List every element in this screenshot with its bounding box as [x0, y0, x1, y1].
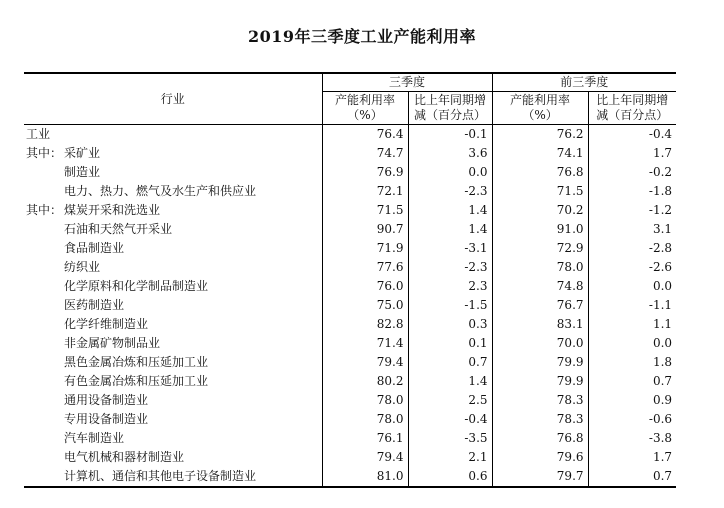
- first3-yoy-cell: 1.8: [588, 353, 676, 372]
- industry-cell: [24, 448, 322, 467]
- first3-yoy-cell: -2.6: [588, 258, 676, 277]
- first3-yoy-cell: 0.0: [588, 334, 676, 353]
- q3-yoy-cell: -3.5: [408, 429, 492, 448]
- table-row: [24, 144, 676, 163]
- q3-header: 三季度: [322, 73, 492, 92]
- first3-yoy-cell: -0.4: [588, 125, 676, 145]
- industry-name: 电气机械和器材制造业: [64, 450, 185, 464]
- industry-cell: [24, 467, 322, 487]
- industry-name: 化学纤维制造业: [64, 317, 149, 331]
- q3-rate-cell: 77.6: [322, 258, 408, 277]
- q3-rate-cell: 76.1: [322, 429, 408, 448]
- first3-yoy-cell: 0.7: [588, 372, 676, 391]
- q3-yoy-cell: 0.7: [408, 353, 492, 372]
- rate-header-line2: （%）: [522, 108, 558, 122]
- industry-name: 电力、热力、燃气及水生产和供应业: [64, 184, 257, 198]
- first3-yoy-cell: 1.1: [588, 315, 676, 334]
- industry-cell: [24, 220, 322, 239]
- first3-rate-cell: 79.9: [492, 372, 588, 391]
- q3-rate-cell: 75.0: [322, 296, 408, 315]
- yoy-header-line2: 减（百分点）: [596, 108, 669, 122]
- table-row: [24, 448, 676, 467]
- industry-name: 医药制造业: [64, 298, 125, 312]
- industry-name: 食品制造业: [64, 241, 125, 255]
- q3-rate-header: [322, 92, 408, 125]
- industry-cell: [24, 239, 322, 258]
- q3-yoy-cell: -0.4: [408, 410, 492, 429]
- q3-rate-cell: 78.0: [322, 410, 408, 429]
- q3-yoy-cell: -0.1: [408, 125, 492, 145]
- first3-rate-cell: 70.0: [492, 334, 588, 353]
- table-row: [24, 258, 676, 277]
- industry-cell: [24, 182, 322, 201]
- yoy-header-line2: 减（百分点）: [414, 108, 487, 122]
- table-row: [24, 277, 676, 296]
- q3-yoy-cell: 2.3: [408, 277, 492, 296]
- first3-rate-cell: 70.2: [492, 201, 588, 220]
- industry-cell: [24, 391, 322, 410]
- first3-yoy-cell: 3.1: [588, 220, 676, 239]
- q3-yoy-cell: -1.5: [408, 296, 492, 315]
- first3-yoy-cell: 1.7: [588, 144, 676, 163]
- q3-yoy-cell: 2.5: [408, 391, 492, 410]
- yoy-header-line1: 比上年同期增: [414, 93, 487, 107]
- industry-cell: [24, 201, 322, 220]
- first3-rate-cell: 71.5: [492, 182, 588, 201]
- industry-cell: [24, 296, 322, 315]
- industry-cell: [24, 315, 322, 334]
- q3-yoy-header: [408, 92, 492, 125]
- industry-name: 非金属矿物制品业: [64, 336, 161, 350]
- q3-rate-cell: 76.4: [322, 125, 408, 145]
- q3-yoy-cell: 2.1: [408, 448, 492, 467]
- industry-name: 石油和天然气开采业: [64, 222, 173, 236]
- industry-name: 专用设备制造业: [64, 412, 149, 426]
- table-row: [24, 296, 676, 315]
- rate-header-line2: （%）: [347, 108, 383, 122]
- q3-yoy-cell: 0.6: [408, 467, 492, 487]
- industry-name: 化学原料和化学制品制造业: [64, 279, 209, 293]
- industry-name: 制造业: [64, 165, 101, 179]
- first3-yoy-cell: 0.0: [588, 277, 676, 296]
- q3-yoy-cell: 1.4: [408, 220, 492, 239]
- first3-yoy-cell: -0.2: [588, 163, 676, 182]
- first-three-quarters-header: 前三季度: [492, 73, 676, 92]
- q3-rate-cell: 78.0: [322, 391, 408, 410]
- q3-yoy-cell: -2.3: [408, 258, 492, 277]
- table-row: [24, 334, 676, 353]
- first3-rate-cell: 78.0: [492, 258, 588, 277]
- table-row: [24, 372, 676, 391]
- industry-cell: [24, 125, 322, 145]
- table-row: [24, 125, 676, 145]
- industry-cell: [24, 410, 322, 429]
- q3-yoy-cell: 1.4: [408, 201, 492, 220]
- q3-rate-cell: 76.9: [322, 163, 408, 182]
- first3-rate-cell: 76.8: [492, 429, 588, 448]
- first3-rate-cell: 78.3: [492, 410, 588, 429]
- industry-header: 行业: [24, 73, 322, 125]
- industry-name: 工业: [26, 127, 51, 141]
- industry-cell: [24, 372, 322, 391]
- table-row: [24, 391, 676, 410]
- table-row: [24, 467, 676, 487]
- table-row: [24, 201, 676, 220]
- industry-cell: [24, 334, 322, 353]
- q3-yoy-cell: 0.3: [408, 315, 492, 334]
- first3-yoy-header: [588, 92, 676, 125]
- industry-name: 煤炭开采和洗选业: [64, 203, 161, 217]
- first3-yoy-cell: -1.2: [588, 201, 676, 220]
- table-row: [24, 410, 676, 429]
- first3-rate-header: [492, 92, 588, 125]
- first3-rate-cell: 79.7: [492, 467, 588, 487]
- table-row: [24, 220, 676, 239]
- first3-yoy-cell: -2.8: [588, 239, 676, 258]
- q3-rate-cell: 71.9: [322, 239, 408, 258]
- first3-yoy-cell: -3.8: [588, 429, 676, 448]
- first3-rate-cell: 76.2: [492, 125, 588, 145]
- industry-cell: [24, 258, 322, 277]
- q3-rate-cell: 71.5: [322, 201, 408, 220]
- first3-rate-cell: 83.1: [492, 315, 588, 334]
- capacity-utilization-table: [24, 72, 676, 488]
- q3-rate-cell: 82.8: [322, 315, 408, 334]
- industry-name: 纺织业: [64, 260, 101, 274]
- first3-rate-cell: 79.6: [492, 448, 588, 467]
- q3-rate-cell: 79.4: [322, 448, 408, 467]
- table-row: [24, 429, 676, 448]
- industry-name: 采矿业: [64, 146, 101, 160]
- first3-yoy-cell: 0.7: [588, 467, 676, 487]
- first3-rate-cell: 76.8: [492, 163, 588, 182]
- q3-rate-cell: 72.1: [322, 182, 408, 201]
- table-row: [24, 353, 676, 372]
- industry-cell: [24, 277, 322, 296]
- page-title: 2019年三季度工业产能利用率: [247, 27, 477, 46]
- q3-yoy-cell: 3.6: [408, 144, 492, 163]
- first3-yoy-cell: 1.7: [588, 448, 676, 467]
- first3-rate-cell: 79.9: [492, 353, 588, 372]
- industry-name: 汽车制造业: [64, 431, 125, 445]
- first3-rate-cell: 76.7: [492, 296, 588, 315]
- table-row: [24, 239, 676, 258]
- industry-name: 计算机、通信和其他电子设备制造业: [64, 469, 257, 483]
- first3-rate-cell: 91.0: [492, 220, 588, 239]
- rate-header-line1: 产能利用率: [510, 93, 571, 107]
- industry-cell: [24, 429, 322, 448]
- q3-yoy-cell: -3.1: [408, 239, 492, 258]
- first3-rate-cell: 74.1: [492, 144, 588, 163]
- q3-rate-cell: 80.2: [322, 372, 408, 391]
- row-prefix: 其中：: [26, 146, 63, 160]
- q3-yoy-cell: 0.0: [408, 163, 492, 182]
- rate-header-line1: 产能利用率: [334, 93, 395, 107]
- q3-yoy-cell: 1.4: [408, 372, 492, 391]
- first3-rate-cell: 72.9: [492, 239, 588, 258]
- first3-yoy-cell: -0.6: [588, 410, 676, 429]
- row-prefix: 其中：: [26, 203, 63, 217]
- q3-yoy-cell: -2.3: [408, 182, 492, 201]
- industry-cell: [24, 353, 322, 372]
- industry-name: 黑色金属冶炼和压延加工业: [64, 355, 209, 369]
- first3-yoy-cell: -1.8: [588, 182, 676, 201]
- q3-rate-cell: 79.4: [322, 353, 408, 372]
- q3-rate-cell: 81.0: [322, 467, 408, 487]
- q3-rate-cell: 71.4: [322, 334, 408, 353]
- industry-name: 通用设备制造业: [64, 393, 149, 407]
- table-row: [24, 182, 676, 201]
- first3-rate-cell: 78.3: [492, 391, 588, 410]
- industry-cell: [24, 144, 322, 163]
- yoy-header-line1: 比上年同期增: [596, 93, 669, 107]
- q3-rate-cell: 76.0: [322, 277, 408, 296]
- industry-cell: [24, 163, 322, 182]
- q3-rate-cell: 90.7: [322, 220, 408, 239]
- q3-yoy-cell: 0.1: [408, 334, 492, 353]
- table-row: [24, 163, 676, 182]
- table-row: [24, 315, 676, 334]
- first3-yoy-cell: -1.1: [588, 296, 676, 315]
- industry-name: 有色金属冶炼和压延加工业: [64, 374, 209, 388]
- first3-yoy-cell: 0.9: [588, 391, 676, 410]
- first3-rate-cell: 74.8: [492, 277, 588, 296]
- q3-rate-cell: 74.7: [322, 144, 408, 163]
